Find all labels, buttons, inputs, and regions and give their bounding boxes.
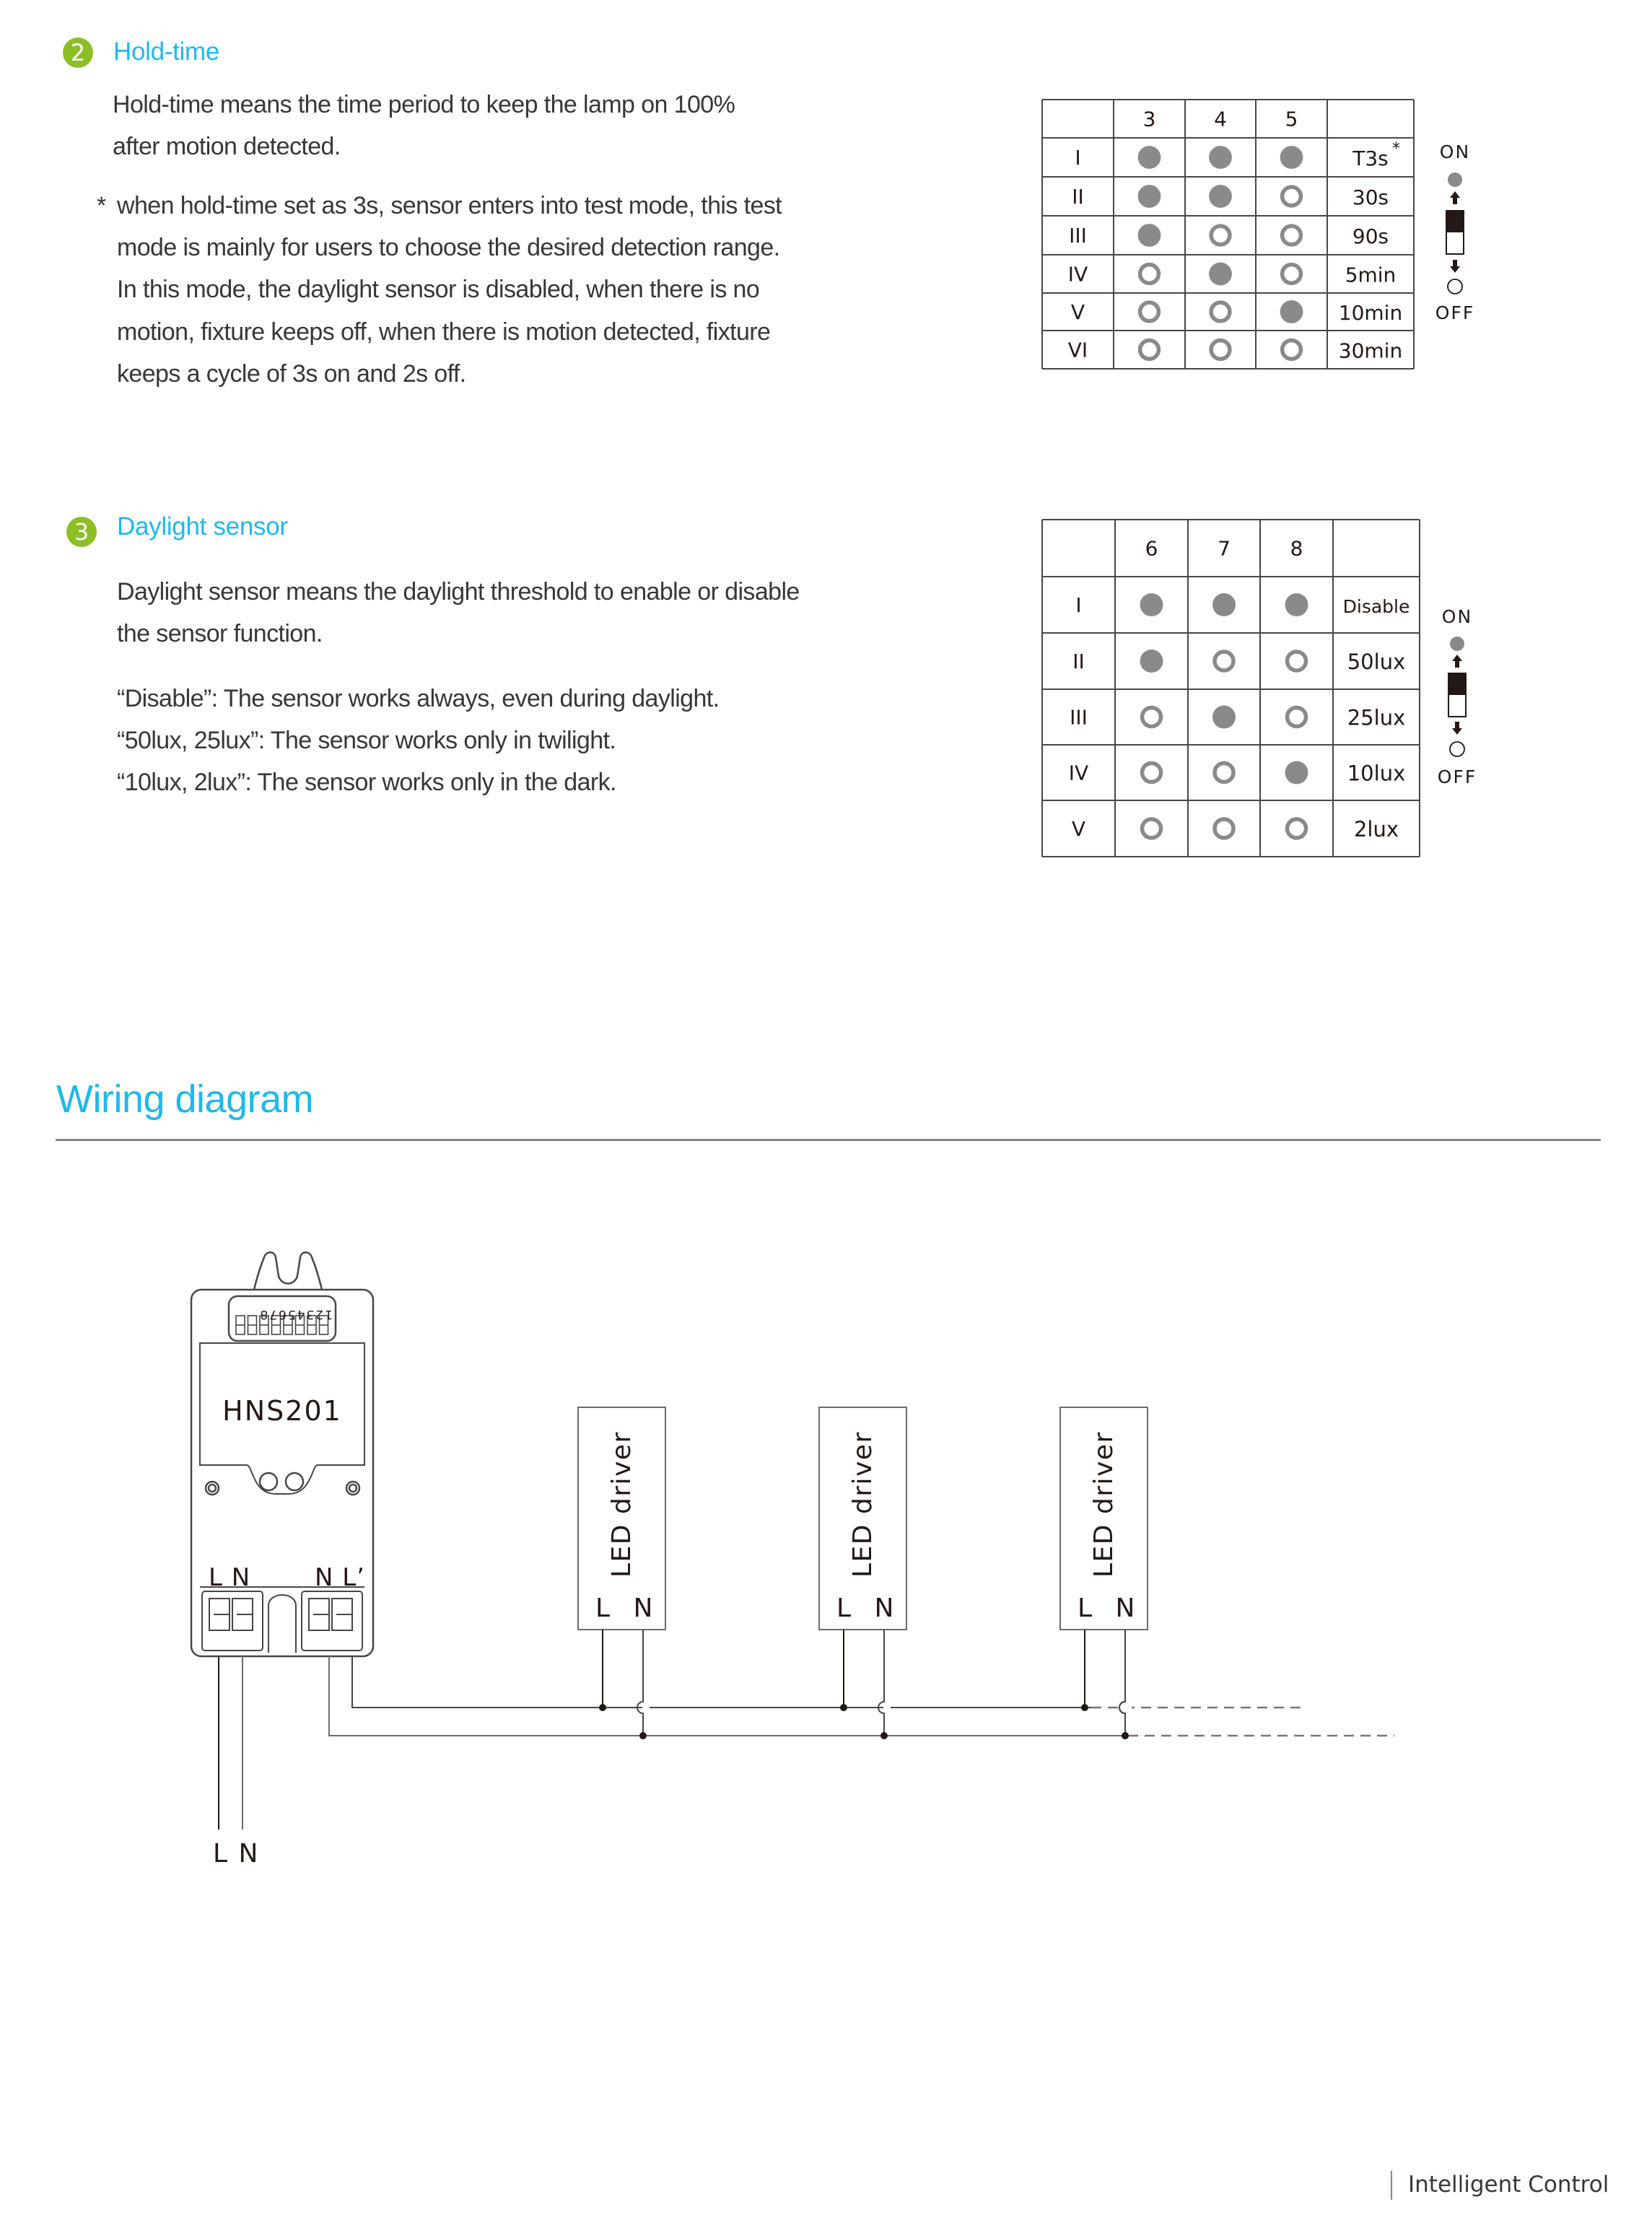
setting-value: 90s xyxy=(1352,224,1389,248)
driver-l-terminal-label: L xyxy=(836,1594,852,1623)
hold-time-paragraph-line: after motion detected. xyxy=(113,133,341,160)
section-number-badge: 2 xyxy=(63,38,93,68)
footer-label: Intelligent Control xyxy=(1408,2172,1609,2198)
row-roman-label: II xyxy=(1072,185,1084,209)
wire-hop-gap xyxy=(1124,1705,1132,1710)
wire-hop-gap xyxy=(642,1706,650,1709)
led-driver-label: LED driver xyxy=(848,1431,878,1578)
device-input-terminal-labels: L N xyxy=(209,1563,251,1592)
driver-l-terminal-label: L xyxy=(1077,1594,1093,1623)
note-line: In this mode, the daylight sensor is disabled, when there is no xyxy=(117,276,760,303)
setting-value: 5min xyxy=(1345,263,1397,287)
row-roman-label: V xyxy=(1071,817,1086,841)
screw-hole xyxy=(206,1482,219,1495)
legend-on-label: ON xyxy=(1439,141,1471,162)
screw-hole xyxy=(209,1485,216,1492)
row-roman-label: VI xyxy=(1067,338,1088,362)
note-line: keeps a cycle of 3s on and 2s off. xyxy=(117,360,466,388)
legend-off-label: OFF xyxy=(1437,766,1477,787)
note-asterisk: * xyxy=(97,192,106,219)
sensor-lens xyxy=(260,1473,277,1490)
row-roman-label: III xyxy=(1069,224,1087,248)
row-roman-label: III xyxy=(1070,705,1088,730)
led-driver-label: LED driver xyxy=(1089,1431,1119,1578)
led-driver xyxy=(1060,1407,1148,1739)
switch-number-header: 6 xyxy=(1145,536,1158,561)
setting-value: 30min xyxy=(1338,338,1403,363)
device-model-label: HNS201 xyxy=(222,1395,342,1427)
setting-value: 50lux xyxy=(1347,650,1406,674)
junction-dot xyxy=(880,1732,888,1739)
led-driver xyxy=(819,1407,906,1739)
junction-dot xyxy=(599,1704,606,1711)
device-body xyxy=(191,1290,373,1656)
led-driver-label: LED driver xyxy=(607,1431,637,1578)
setting-value: Disable xyxy=(1342,596,1410,617)
row-roman-label: V xyxy=(1070,300,1085,324)
switch-number-header: 5 xyxy=(1285,107,1298,131)
wiring-diagram-title: Wiring diagram xyxy=(56,1077,314,1121)
setting-value: 30s xyxy=(1352,185,1389,209)
hold-time-paragraph-line: Hold-time means the time period to keep the lamp on 100% xyxy=(113,91,735,118)
daylight-note-line: “50lux, 25lux”: The sensor works only in twilight. xyxy=(117,727,616,754)
note-line: when hold-time set as 3s, sensor enters into test mode, this test xyxy=(117,192,782,219)
setting-value: 10min xyxy=(1338,301,1403,325)
junction-dot xyxy=(1081,1704,1088,1711)
device-output-terminal-labels: N L’ xyxy=(315,1563,365,1592)
switch-number-header: 7 xyxy=(1218,536,1231,561)
row-roman-label: IV xyxy=(1068,761,1089,785)
driver-n-lead xyxy=(637,1630,643,1736)
legend-off-label: OFF xyxy=(1435,302,1475,323)
daylight-note-line: “10lux, 2lux”: The sensor works only in the dark. xyxy=(117,769,616,796)
junction-dot xyxy=(840,1704,847,1711)
sensor-lens xyxy=(286,1473,303,1490)
junction-dot xyxy=(639,1732,647,1739)
mains-terminal-labels: L N xyxy=(213,1839,260,1868)
switch-number-header: 4 xyxy=(1214,107,1227,131)
row-roman-label: II xyxy=(1072,650,1085,673)
driver-n-lead xyxy=(1119,1630,1125,1736)
section-title-daylight-sensor: Daylight sensor xyxy=(117,512,288,541)
row-roman-label: I xyxy=(1075,146,1081,170)
setting-value: T3s xyxy=(1352,147,1389,170)
dip-switch-numbers: 12345678 xyxy=(258,1307,333,1321)
output-n-wire xyxy=(329,1656,1394,1736)
driver-n-lead xyxy=(878,1630,884,1736)
row-roman-label: IV xyxy=(1067,262,1088,287)
daylight-note-line: “Disable”: The sensor works always, even during daylight. xyxy=(117,685,720,712)
note-line: motion, fixture keeps off, when there is motion detected, fixture xyxy=(117,318,771,346)
test-mode-asterisk: * xyxy=(1392,140,1400,158)
setting-value: 10lux xyxy=(1347,761,1406,786)
driver-n-terminal-label: N xyxy=(874,1594,894,1623)
note-line: mode is mainly for users to choose the desired detection range. xyxy=(117,234,780,261)
legend-on-label: ON xyxy=(1441,606,1473,627)
screw-hole xyxy=(346,1482,359,1495)
section-number-badge: 3 xyxy=(66,517,97,547)
output-l-wire xyxy=(352,1656,1301,1708)
driver-n-terminal-label: N xyxy=(633,1594,653,1623)
wire-hop-gap xyxy=(883,1706,891,1709)
junction-dot xyxy=(1122,1732,1129,1739)
footer-divider xyxy=(1391,2171,1392,2200)
driver-l-terminal-label: L xyxy=(595,1594,611,1623)
daylight-paragraph-line: the sensor function. xyxy=(117,620,323,647)
daylight-paragraph-line: Daylight sensor means the daylight threshold to enable or disable xyxy=(117,578,800,606)
mounting-tab xyxy=(254,1252,322,1290)
cable-slot xyxy=(268,1595,296,1653)
switch-number-header: 3 xyxy=(1142,107,1156,131)
setting-value: 25lux xyxy=(1347,705,1406,730)
section-title-hold-time: Hold-time xyxy=(113,38,220,66)
switch-number-header: 8 xyxy=(1290,536,1303,561)
driver-n-terminal-label: N xyxy=(1115,1594,1135,1623)
setting-value: 2lux xyxy=(1353,817,1399,842)
led-driver xyxy=(578,1407,665,1739)
screw-hole xyxy=(349,1485,357,1492)
row-roman-label: I xyxy=(1075,593,1082,617)
